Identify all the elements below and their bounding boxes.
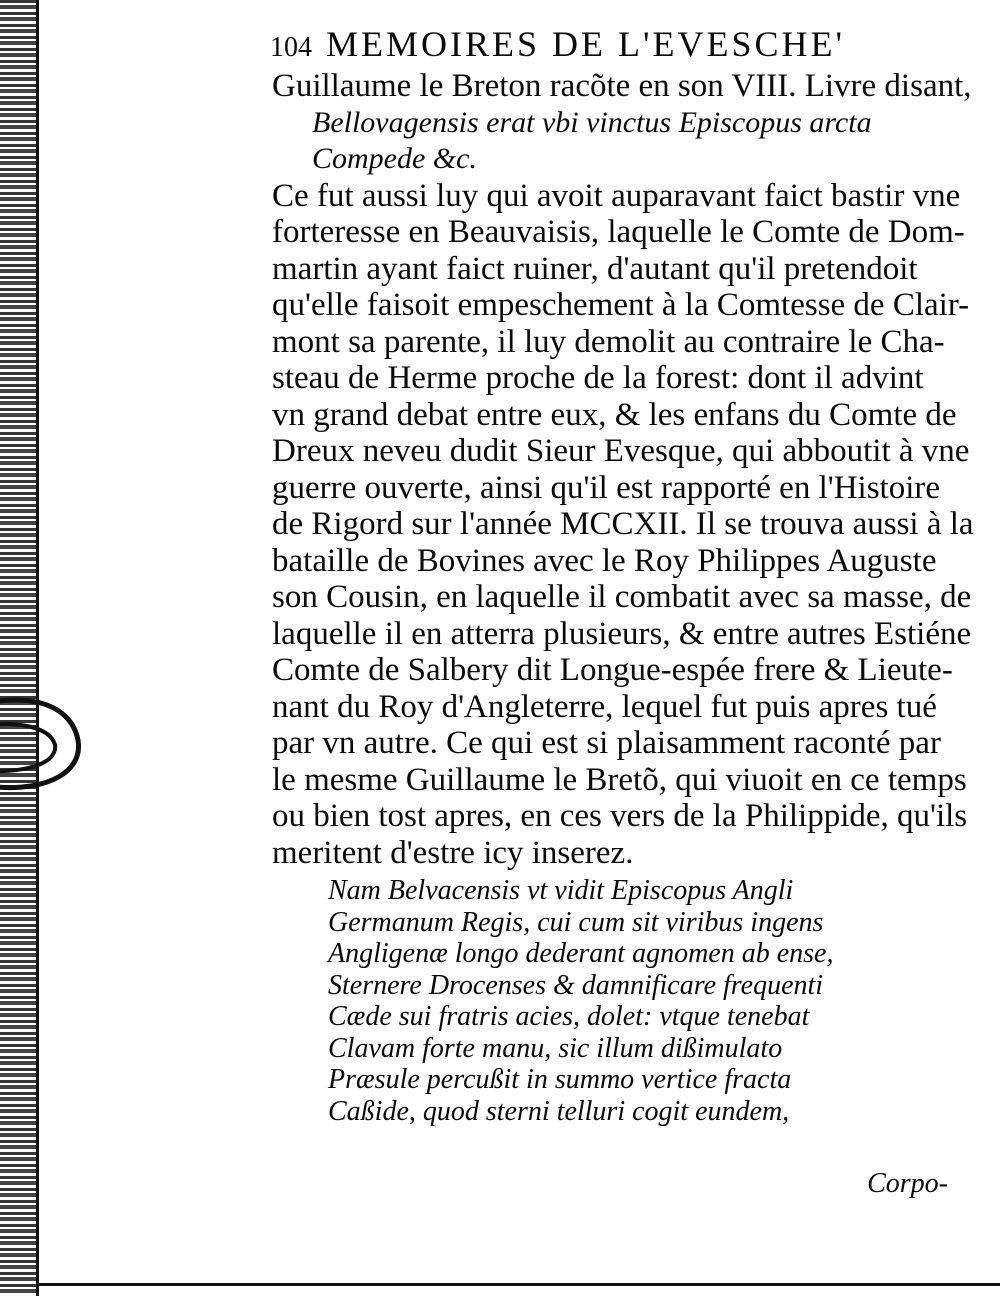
opening-line: Guillaume le Breton racõte en son VIII. Livre disant, [272, 68, 972, 104]
body-line: meritent d'estre icy inserez. [272, 834, 634, 871]
body-line: bataille de Bovines avec le Roy Philippes Auguste [272, 542, 937, 579]
body-line: steau de Herme proche de la forest: dont il advint [272, 360, 924, 396]
page-edge-bottom [36, 1283, 1000, 1286]
body-line: le mesme Guillaume le Bretõ, qui viuoit en ce temps [272, 761, 967, 798]
quote-line-1: Bellovagensis erat vbi vinctus Episcopus arcta [312, 105, 872, 139]
verse-line: Clavam forte manu, sic illum dißimulato [328, 1032, 783, 1064]
body-line: son Cousin, en laquelle il combatit avec sa masse, de [272, 579, 972, 615]
body-line: laquelle il en atterra plusieurs, & entre autres Estiéne [272, 615, 972, 652]
running-title: MEMOIRES DE L'EVESCHE' [326, 24, 845, 64]
verse-line: Cæde sui fratris acies, dolet: vtque tenebat [328, 1001, 810, 1032]
verse-line: Germanum Regis, cui cum sit viribus ingens [328, 906, 824, 938]
body-line: Comte de Salbery dit Longue-espée frere & Lieute- [272, 652, 953, 688]
body-line: de Rigord sur l'année MCCXII. Il se trouva aussi à la [272, 506, 974, 542]
body-line: Ce fut aussi luy qui avoit auparavant faict bastir vne [272, 177, 961, 214]
body-line: ou bien tost apres, en ces vers de la Philippide, qu'ils [272, 798, 968, 834]
body-line: qu'elle faisoit empeschement à la Comtesse de Clair- [272, 287, 970, 323]
paper-clip-shape [0, 690, 90, 800]
verse-line: Præsule percußit in summo vertice fracta [328, 1064, 792, 1095]
verse-line: Angligenæ longo dederant agnomen ab ense, [328, 938, 834, 969]
body-line: par vn autre. Ce qui est si plaisamment raconté par [272, 725, 941, 761]
binding-gutter [0, 0, 36, 1296]
body-line: mont sa parente, il luy demolit au contraire le Cha- [272, 323, 945, 360]
body-line: forteresse en Beauvaisis, laquelle le Comte de Dom- [272, 214, 965, 250]
body-line: guerre ouverte, ainsi qu'il est rapporté en l'Histoire [272, 469, 941, 506]
page-text-block [270, 20, 974, 1127]
body-line: martin ayant faict ruiner, d'autant qu'il pretendoit [272, 250, 918, 287]
page-edge-left [36, 0, 39, 1296]
verse-line: Sternere Drocenses & damnificare frequenti [328, 969, 824, 1001]
catchword: Corpo- [867, 1168, 948, 1199]
quote-line-2: Compede &c. [312, 142, 477, 175]
verse-line: Caßide, quod sterni telluri cogit eundem, [328, 1095, 790, 1127]
body-line: Dreux neveu dudit Sieur Evesque, qui abboutit à vne [272, 433, 970, 469]
running-header [270, 20, 970, 68]
page-number: 104 [270, 32, 312, 63]
body-line: nant du Roy d'Angleterre, lequel fut puis apres tué [272, 688, 937, 725]
body-line: vn grand debat entre eux, & les enfans du Comte de [272, 396, 957, 433]
verse-line: Nam Belvacensis vt vidit Episcopus Angli [328, 875, 794, 906]
